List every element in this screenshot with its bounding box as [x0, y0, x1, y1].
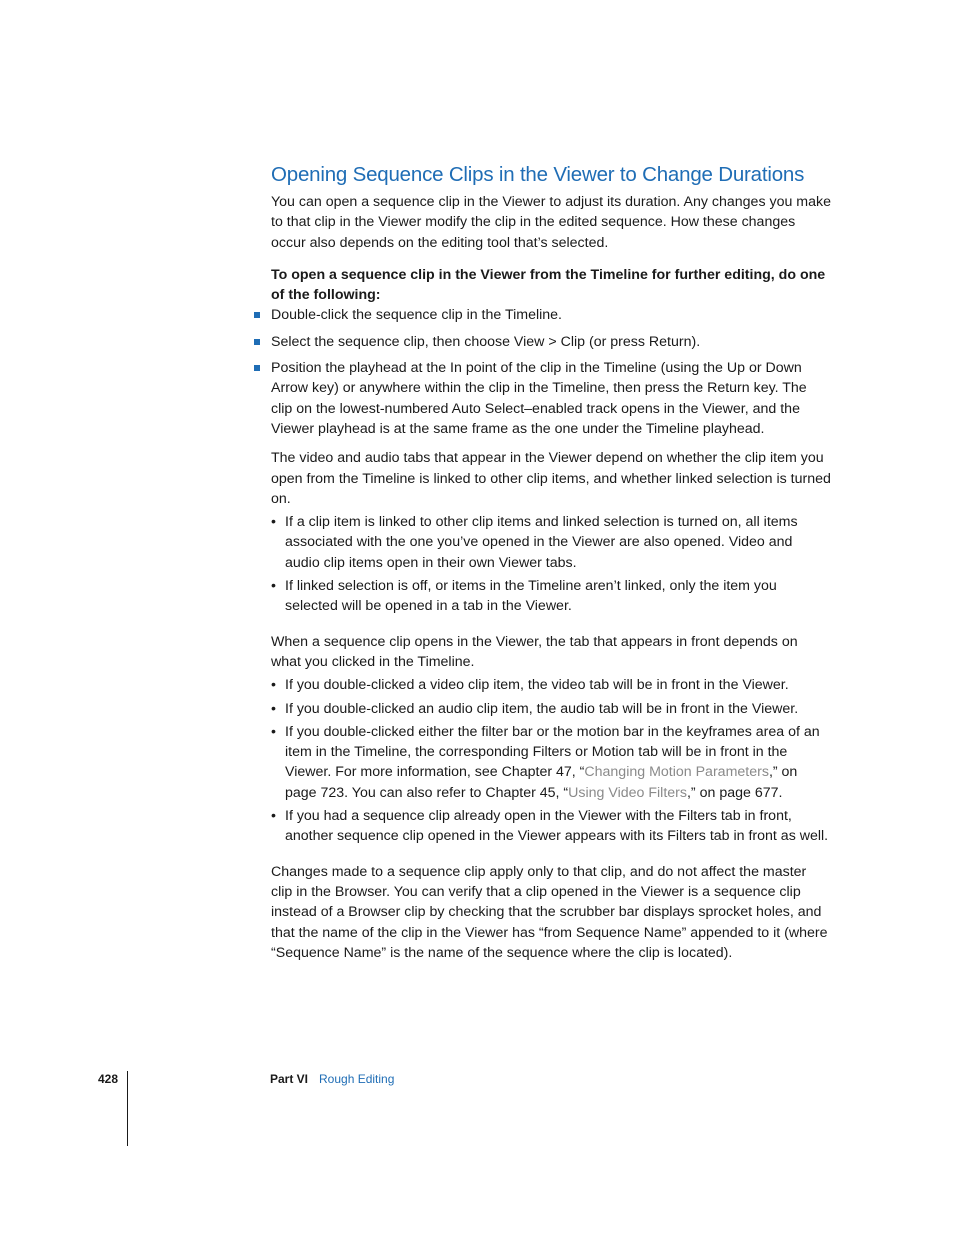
- bullet-text: If a clip item is linked to other clip items and linked selection is turned on, all items associated with the one you’ve opened in the Viewer are also opened. Video and audio clip items open in their own Viewer tabs.: [285, 514, 798, 571]
- page-number: 428: [98, 1072, 119, 1086]
- bullet-icon: •: [271, 677, 276, 694]
- footer-part-label: Part VI: [270, 1072, 309, 1086]
- square-bullet-icon: [254, 365, 260, 371]
- list-item: [271, 722, 831, 803]
- closing-paragraph: Changes made to a sequence clip apply only to that clip, and do not affect the master clip in the Browser. You can verify that a clip opened in the Viewer is a sequence clip instead of a Browser clip by checking that the scrubber bar displays sprocket holes, and that the name of the clip in the Viewer has “from Sequence Name” appended to it (where “Sequence Name” is the name of the sequence where the clip is located).: [271, 863, 828, 961]
- list-item: [271, 512, 831, 573]
- step-text: Double-click the sequence clip in the Timeline.: [271, 307, 562, 324]
- bullet-text-part: ,” on page 723. You can also refer to Chapter 45, “: [285, 764, 798, 801]
- list-item: [271, 576, 831, 617]
- bullet-text: If linked selection is off, or items in the Timeline aren’t linked, only the item you selected will be opened in a tab in the Viewer.: [285, 578, 777, 615]
- step-item: [271, 305, 831, 325]
- front-tab-paragraph: When a sequence clip opens in the Viewer, the tab that appears in front depends on what you clicked in the Timeline.: [271, 633, 798, 670]
- bullet-text-part: ,” on page 677.: [686, 784, 783, 801]
- page-body: [271, 162, 831, 963]
- step-text: Select the sequence clip, then choose View > Clip (or press Return).: [271, 333, 701, 350]
- bullet-icon: •: [271, 808, 276, 825]
- bullet-icon: •: [271, 578, 276, 595]
- square-bullet-icon: [254, 312, 260, 318]
- bullet-text: If you had a sequence clip already open in the Viewer with the Filters tab in front, another sequence clip opened in the Viewer appears with its Filters tab in front as well.: [285, 808, 829, 845]
- bullet-icon: •: [271, 723, 276, 740]
- bullet-icon: •: [271, 700, 276, 717]
- list-item: [271, 675, 831, 695]
- step-item: [271, 358, 831, 439]
- list-item: [271, 699, 831, 719]
- intro-paragraph: You can open a sequence clip in the Viewer to adjust its duration. Any changes you make to that clip in the Viewer modify the clip in the edited sequence. How these changes occur also depends on the editing tool that’s selected.: [271, 194, 831, 251]
- step-text: Position the playhead at the In point of the clip in the Timeline (using the Up or Down Arrow key) or anywhere within the clip in the Timeline, then press the Return key. The clip on the lowest-numbered Auto Select–enabled track opens in the Viewer, and the Viewer playhead is at the same frame as the one under the Timeline playhead.: [271, 360, 807, 437]
- step-list: [271, 305, 831, 439]
- task-label: To open a sequence clip in the Viewer from the Timeline for further editing, do one of the following:: [271, 266, 826, 304]
- square-bullet-icon: [254, 339, 260, 345]
- footer-section-label: Rough Editing: [319, 1072, 395, 1086]
- step-item: [271, 332, 831, 352]
- tabs-bullet-list: [271, 512, 831, 616]
- front-tab-bullet-list: [271, 675, 831, 846]
- bullet-text: If you double-clicked a video clip item, the video tab will be in front in the Viewer.: [285, 677, 789, 694]
- bullet-icon: •: [271, 514, 276, 531]
- tabs-paragraph: The video and audio tabs that appear in the Viewer depend on whether the clip item you open from the Timeline is linked to other clip items, and whether linked selection is turned on.: [271, 450, 831, 507]
- bullet-text: If you double-clicked an audio clip item, the audio tab will be in front in the Viewer.: [285, 700, 799, 717]
- section-heading: Opening Sequence Clips in the Viewer to Change Durations: [271, 163, 805, 186]
- list-item: [271, 806, 831, 847]
- cross-reference-link[interactable]: Changing Motion Parameters: [584, 764, 769, 781]
- footer-divider: [127, 1071, 128, 1146]
- cross-reference-link[interactable]: Using Video Filters: [568, 784, 687, 801]
- bullet-text-part: If you double-clicked either the filter bar or the motion bar in the keyframes area of an item in the Timeline, the corresponding Filters or Motion tab will be in front in the Viewer. For more information, see Chapter 47, “: [285, 723, 820, 781]
